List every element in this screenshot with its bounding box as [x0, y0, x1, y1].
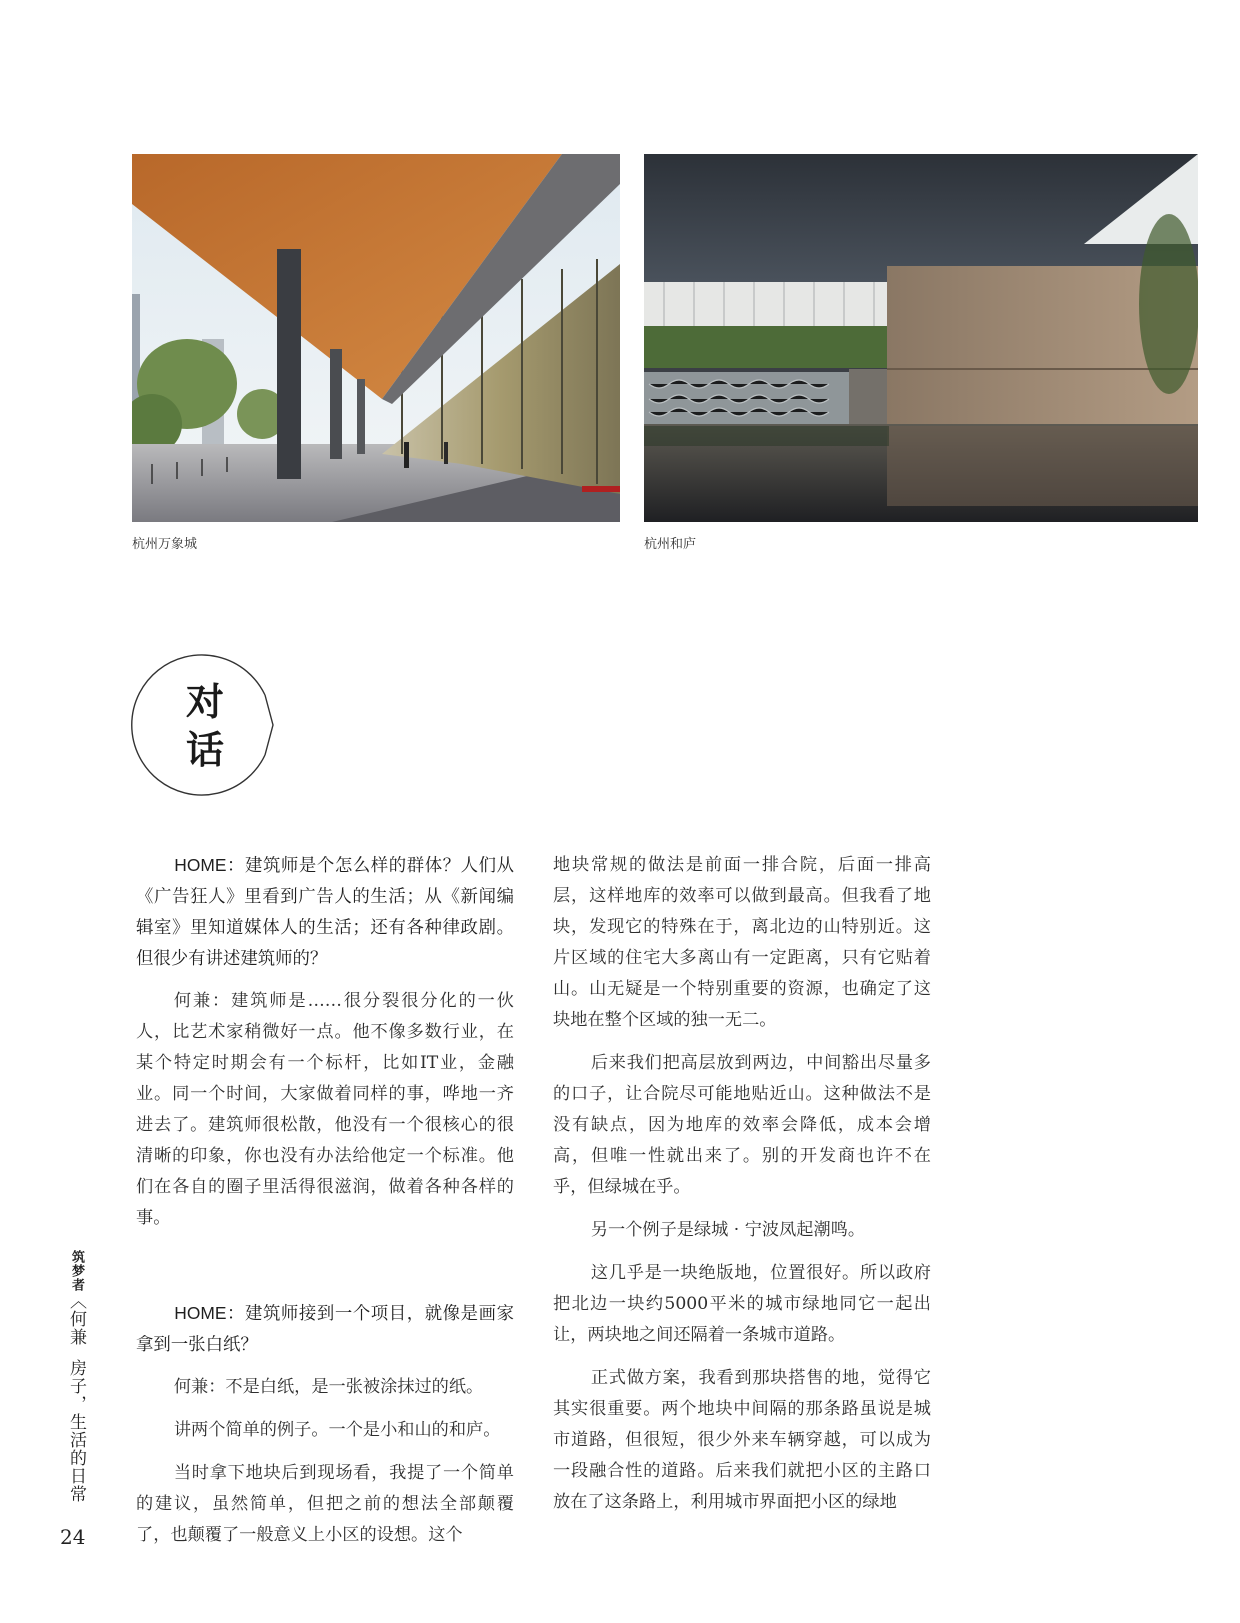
interview-answer: 正式做方案，我看到那块搭售的地，觉得它其实很重要。两个地块中间隔的那条路虽说是城市道路，但很短，很少外来车辆穿越，可以成为一段融合性的道路。后来我们就把小区的主路口放在了这条路上，利用城市界面把小区的绿地 — [553, 1368, 931, 1512]
interview-answer: 当时拿下地块后到现场看，我提了一个简单的建议，虽然简单，但把之前的想法全部颠覆了，也颠覆了一般意义上小区的设想。这个 — [136, 1463, 514, 1545]
interview-answer: 何兼：不是白纸，是一张被涂抹过的纸。 — [173, 1377, 484, 1397]
running-header: 筑梦者〈何兼 房子，生活的日常 — [66, 1250, 86, 1503]
article-title: 房子，生活的日常 — [66, 1358, 86, 1503]
interview-answer: 何兼：建筑师是……很分裂很分化的一伙人，比艺术家稍微好一点。他不像多数行业，在某个特定时期会有一个标杆，比如IT业，金融业。同一个时间，大家做着同样的事，哗地一齐进去了。建筑师很松散，他没有一个很核心的很清晰的印象，你也没有办法给他定一个标准。他们在各自的圈子里活得很滋润，做着各种各样的事。 — [136, 991, 514, 1228]
section-title-line1: 对 — [185, 679, 224, 724]
right-column — [553, 850, 931, 1530]
section-title — [175, 678, 235, 774]
interview-answer: 这几乎是一块绝版地，位置很好。所以政府把北边一块约5000平米的城市绿地同它一起出让，两块地之间还隔着一条城市道路。 — [553, 1263, 931, 1345]
page-number: 24 — [60, 1525, 86, 1549]
column-name: 筑梦者 — [69, 1250, 84, 1292]
author-name: 何兼 — [66, 1310, 86, 1346]
interview-question: HOME：建筑师是个怎么样的群体？人们从《广告狂人》里看到广告人的生活；从《新闻编辑室》里知道媒体人的生活；还有各种律政剧。但很少有讲述建筑师的？ — [136, 855, 514, 968]
interview-answer: 另一个例子是绿城 · 宁波凤起潮鸣。 — [590, 1220, 866, 1240]
photo-caption: 杭州万象城 — [132, 536, 198, 551]
photo-hangzhou-helu — [644, 154, 1198, 522]
interview-answer: 讲两个简单的例子。一个是小和山的和庐。 — [173, 1420, 501, 1440]
photo-caption: 杭州和庐 — [644, 536, 697, 551]
photo-hangzhou-mixc — [132, 154, 620, 522]
interview-question: HOME：建筑师接到一个项目，就像是画家拿到一张白纸？ — [136, 1303, 514, 1354]
interview-answer: 地块常规的做法是前面一排合院，后面一排高层，这样地库的效率可以做到最高。但我看了地块，发现它的特殊在于，离北边的山特别近。这片区域的住宅大多离山有一定距离，只有它贴着山。山无疑是一个特别重要的资源，也确定了这块地在整个区域的独一无二。 — [553, 855, 931, 1030]
left-column — [136, 850, 514, 1563]
section-title-line2: 话 — [185, 727, 224, 772]
interview-answer: 后来我们把高层放到两边，中间豁出尽量多的口子，让合院尽可能地贴近山。这种做法不是没有缺点，因为地库的效率会降低，成本会增高，但唯一性就出来了。别的开发商也许不在乎，但绿城在乎。 — [553, 1053, 931, 1197]
